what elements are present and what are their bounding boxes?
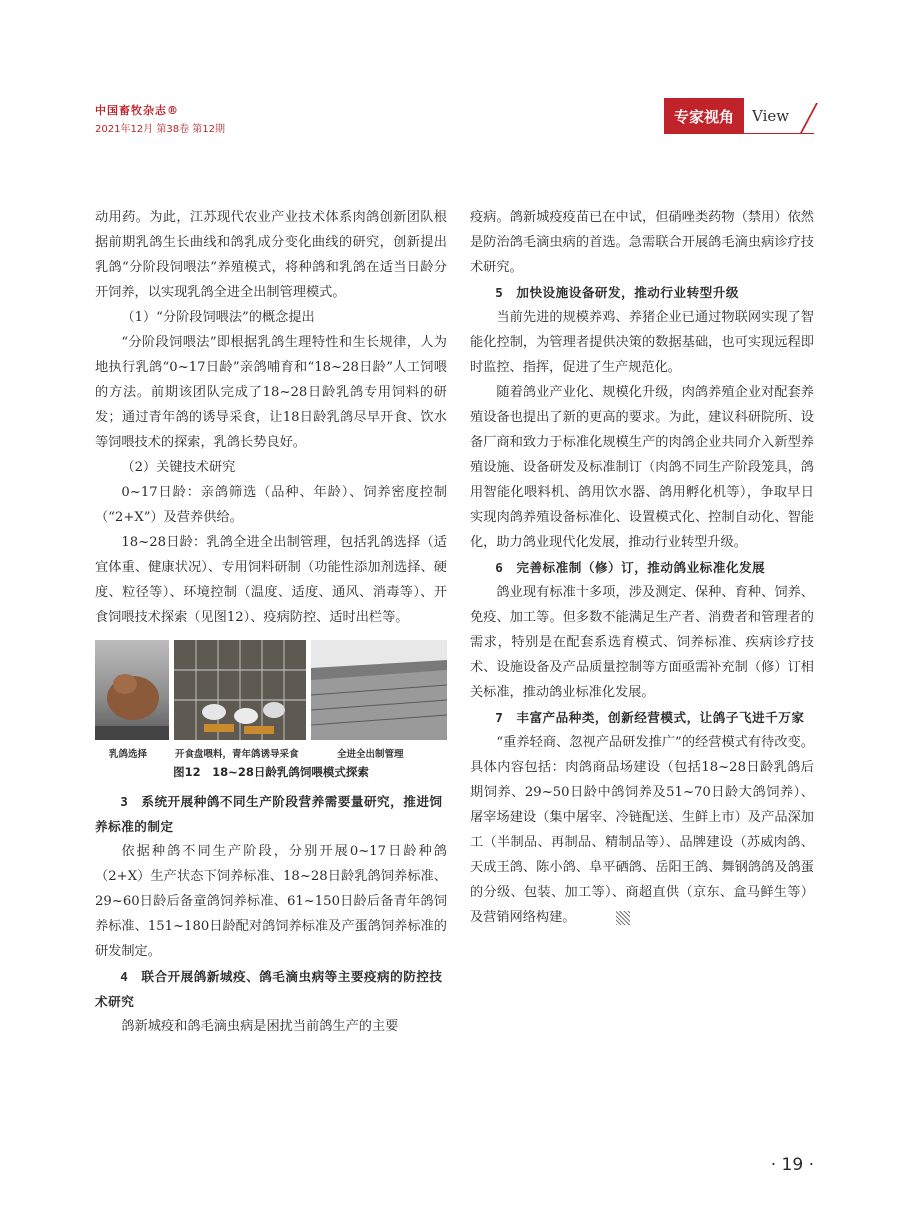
figure-label: 乳鸽选择 [109, 749, 148, 760]
section-tag [664, 98, 814, 134]
journal-logo: 中国畜牧杂志® [95, 104, 179, 117]
figure-label: 全进全出制管理 [337, 749, 404, 760]
slash-decoration [800, 103, 818, 133]
section-heading: 6 完善标准制（修）订，推动鸽业标准化发展 [495, 560, 766, 575]
paragraph: 0~17日龄：亲鸽筛选（品种、年龄）、饲养密度控制（“2+X”）及营养供给。 [95, 485, 447, 525]
paragraph: 18~28日龄：乳鸽全进全出制管理，包括乳鸽选择（适宜体重、健康状况）、专用饲料研制（功能性添加剂选择、硬度、粒径等）、环境控制（温度、适度、通风、消毒等）、开食饲喂技术探索（见图12）、疫病防控、适时出栏等。 [95, 535, 447, 625]
section-heading: 3 系统开展种鸽不同生产阶段营养需要量研究，推进饲养标准的制定 [95, 794, 443, 834]
paragraph: “分阶段饲喂法”即根据乳鸽生理特性和生长规律，人为地执行乳鸽“0~17日龄”亲鸽哺育和“18~28日龄”人工饲喂的方法。前期该团队完成了18~28日龄乳鸽专用饲料的研发；通过青年鸽的诱导采食，让18日龄乳鸽尽早开食、饮水等饲喂技术的探索，乳鸽长势良好。 [95, 335, 447, 450]
paragraph: 鸽新城疫和鸽毛滴虫病是困扰当前鸽生产的主要 [121, 1019, 399, 1034]
photo-squab-selection [95, 640, 169, 740]
photo-all-in-all-out [311, 640, 447, 740]
journal-header [95, 102, 225, 135]
section-badge: 专家视角 [664, 98, 744, 134]
paragraph: 当前先进的规模养鸡、养猪企业已通过物联网实现了智能化控制，为管理者提供决策的数据基础，也可实现远程即时监控、指挥，促进了生产规范化。 [470, 310, 814, 375]
view-text: View [752, 106, 790, 125]
page-number: · 19 · [770, 1155, 814, 1175]
paragraph [470, 730, 814, 930]
paragraph: 动用药。为此，江苏现代农业产业技术体系肉鸽创新团队根据前期乳鸽生长曲线和鸽乳成分变化曲线的研究，创新提出乳鸽“分阶段饲喂法”养殖模式，将种鸽和乳鸽在适当日龄分开饲养，以实现乳鸽全进全出制管理模式。 [95, 210, 447, 300]
end-mark-icon [616, 911, 630, 925]
subheading: （1）“分阶段饲喂法”的概念提出 [121, 310, 315, 325]
view-label [744, 98, 814, 134]
paragraph: 疫病。鸽新城疫疫苗已在中试，但硝唑类药物（禁用）依然是防治鸽毛滴虫病的首选。急需联合开展鸽毛滴虫病诊疗技术研究。 [470, 210, 814, 275]
section-heading: 5 加快设施设备研发，推动行业转型升级 [495, 285, 739, 300]
section-heading: 4 联合开展鸽新城疫、鸽毛滴虫病等主要疫病的防控技术研究 [95, 969, 443, 1009]
left-column [95, 205, 447, 1039]
paragraph-text: “重养轻商、忽视产品研发推广”的经营模式有待改变。具体内容包括：肉鸽商品场建设（包括18~28日龄乳鸽后期饲养、29~50日龄中鸽饲养及51~70日龄大鸽饲养）、屠宰场建设（集中屠宰、冷链配送、生鲜上市）及产品深加工（半制品、再制品、精制品等）、品牌建设（苏威肉鸽、天成王鸽、陈小鸽、阜平硒鸽、岳阳王鸽、舞钢鸽鸽及鸽蛋的分级、包装、加工等）、商超直供（京东、盒马鲜生等）及营销网络构建。 [470, 735, 814, 925]
figure-12 [95, 640, 447, 766]
figure-caption: 图12 18~28日龄乳鸽饲喂模式探索 [173, 765, 369, 779]
paragraph: 鸽业现有标准十多项，涉及测定、保种、育种、饲养、免疫、加工等。但多数不能满足生产者、消费者和管理者的需求，特别是在配套系选育模式、饲养标准、疾病诊疗技术、设施设备及产品质量控制等方面亟需补充制（修）订相关标准，推动鸽业标准化发展。 [470, 585, 814, 700]
paragraph: 依据种鸽不同生产阶段，分别开展0~17日龄种鸽（2+X）生产状态下饲养标准、18~28日龄乳鸽饲养标准、29~60日龄后备童鸽饲养标准、61~150日龄后备青年鸽饲养标准、151~180日龄配对鸽饲养标准及产蛋鸽饲养标准的研发制定。 [95, 844, 447, 959]
right-column [470, 205, 814, 930]
subheading: （2）关键技术研究 [121, 460, 236, 475]
section-heading: 7 丰富产品种类，创新经营模式，让鸽子飞进千万家 [495, 710, 805, 725]
issue-info: 2021年12月 第38卷 第12期 [95, 124, 225, 135]
figure-label: 开食盘喂料，青年鸽诱导采食 [175, 749, 299, 760]
paragraph: 随着鸽业产业化、规模化升级，肉鸽养殖企业对配套养殖设备也提出了新的更高的要求。为此，建议科研院所、设备厂商和致力于标准化规模生产的肉鸽企业共同介入新型养殖设施、设备研发及标准制订（肉鸽不同生产阶段笼具，鸽用智能化喂料机、鸽用饮水器、鸽用孵化机等），争取早日实现肉鸽养殖设备标准化、设置模式化、控制自动化、智能化，助力鸽业现代化发展，推动行业转型升级。 [470, 385, 814, 550]
photo-feeding-tray [174, 640, 306, 740]
